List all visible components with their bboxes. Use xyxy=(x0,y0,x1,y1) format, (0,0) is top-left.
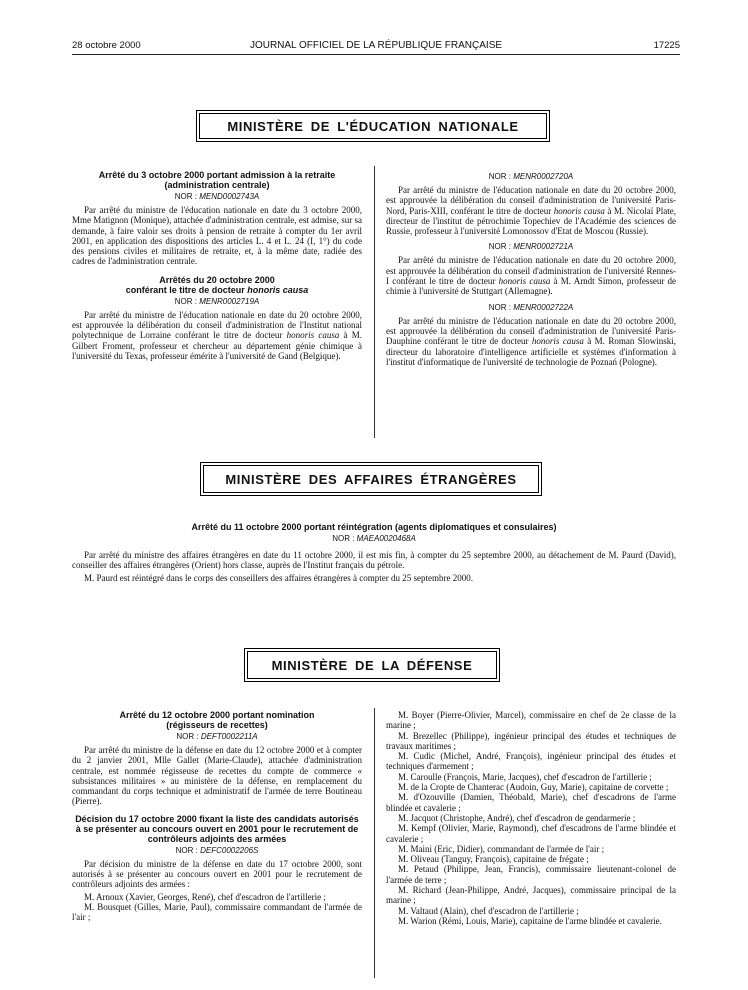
list-item: M. Richard (Jean-Philippe, André, Jacques), commissaire principal de la marine ; xyxy=(386,885,676,906)
nor-reference: NOR : MENR0002722A xyxy=(488,302,574,312)
list-item: M. Maini (Eric, Didier), commandant de l'armée de l'air ; xyxy=(398,843,605,854)
nor-reference: NOR : MAEA0020468A xyxy=(332,534,416,543)
ministry-foreign-title: MINISTÈRE DES AFFAIRES ÉTRANGÈRES xyxy=(203,465,539,493)
nor-reference: NOR : DEFC0002206S xyxy=(175,845,259,855)
list-item: M. Boyer (Pierre-Olivier, Marcel), commissaire en chef de 2e classe de la marine ; xyxy=(386,710,676,731)
nor-reference: NOR : MENR0002719A xyxy=(174,296,260,306)
nor-reference: NOR : DEFT0002211A xyxy=(176,732,258,741)
nor-code: MENR0002721A xyxy=(513,242,574,252)
act-text: Par arrêté du ministre de l'éducation nationale en date du 3 octobre 2000, Mme Matignon (Monique), attachée d'administration centrale, est admise, sur sa demande, à faire valoir ses droits à pension de retraite à compter du 1er avril 2001, en application des dispositions des articles L. 4 et L. 24 (I, 1°) du code des pensions civiles et militaires de retraite, et, à la même date, radiée des cadres de l'administration centrale. xyxy=(72,205,362,267)
education-left-column xyxy=(72,170,362,363)
list-item: M. Valtaud (Alain), chef d'escadron de l'artillerie ; xyxy=(398,905,579,916)
issue-date: 28 octobre 2000 xyxy=(72,40,141,51)
nor-reference: NOR : MENR0002721A xyxy=(488,242,574,252)
act-text: Par arrêté du ministre de l'éducation nationale en date du 20 octobre 2000, est approuvée la délibération du conseil d'administration de l'université Rennes-I conférant le titre de docteur honoris causa à M. Arndt Simon, professeur de chimie à l'université de Stuttgart (Allemagne). xyxy=(386,255,677,297)
ministry-education-heading xyxy=(196,110,550,142)
defense-left-column xyxy=(72,710,362,923)
list-item: M. Cudic (Michel, André, François), ingénieur principal des études et techniques d'armement ; xyxy=(386,751,676,772)
act-title: Arrêté du 3 octobre 2000 portant admission à la retraite (administration centrale) xyxy=(98,170,336,190)
nor-reference: NOR : MEND0002743A xyxy=(174,192,260,201)
education-right-column xyxy=(386,170,676,369)
nor-reference: NOR : MENR0002720A xyxy=(488,172,574,181)
ministry-education-title: MINISTÈRE DE L'ÉDUCATION NATIONALE xyxy=(199,113,547,139)
act-text: Par arrêté du ministre de l'éducation nationale en date du 20 octobre 2000, est approuvée la délibération du conseil d'administration de l'université Paris-Nord, Paris-XIII, conférant le titre de docteur honoris causa à M. Nicolaï Plate, directeur de l'institut de pétrochimie Topechiev de l'Académie des sciences de Russie, professeur à l'université Lomonossov d'Etat de Moscou (Russie). xyxy=(386,185,676,237)
list-item: M. Oliveau (Tanguy, François), capitaine de frégate ; xyxy=(398,854,589,865)
list-item: M. de la Cropte de Chanterac (Audoin, Guy, Marie), capitaine de corvette ; xyxy=(398,782,669,793)
column-divider xyxy=(374,166,375,438)
act-text: M. Paurd est réintégré dans le corps des conseillers des affaires étrangères à compter du 25 septembre 2000. xyxy=(84,572,473,583)
list-item: M. Arnoux (Xavier, Georges, René), chef d'escadron de l'artillerie ; xyxy=(84,891,326,902)
act-title: Arrêté du 11 octobre 2000 portant réintégration (agents diplomatiques et consulaires) xyxy=(191,522,557,532)
list-item: M. Kempf (Olivier, Marie, Raymond), chef d'escadrons de l'arme blindée et cavalerie ; xyxy=(386,823,676,844)
list-item: M. d'Ozouville (Damien, Théobald, Marie), chef d'escadrons de l'arme blindée et cavalerie ; xyxy=(386,792,676,813)
defense-right-column xyxy=(386,710,676,926)
act-text: Par arrêté du ministre des affaires étrangères en date du 11 octobre 2000, il est mis fin, à compter du 25 septembre 2000, au détachement de M. Paurd (David), conseiller des affaires étrangères (Orient) hors classe, auprès de l'Institut français du pétrole. xyxy=(72,550,676,571)
page-header xyxy=(72,40,680,55)
nor-code: DEFC0002206S xyxy=(200,845,259,855)
column-divider xyxy=(374,708,375,978)
nor-code: MENR0002722A xyxy=(513,302,574,312)
act-title: Décision du 17 octobre 2000 fixant la liste des candidats autorisés à se présenter au concours ouvert en 2001 pour le recrutement de contrôleurs adjoints des armées xyxy=(75,813,359,844)
page-number: 17225 xyxy=(653,40,680,51)
ministry-foreign-heading xyxy=(200,462,542,496)
foreign-affairs-section xyxy=(72,522,676,585)
list-item: M. Petaud (Philippe, Jean, Francis), commissaire lieutenant-colonel de l'armée de terre ; xyxy=(386,864,676,885)
act-title: Arrêté du 12 octobre 2000 portant nomination (régisseurs de recettes) xyxy=(119,710,315,730)
act-title: Arrêtés du 20 octobre 2000 conférant le titre de docteur honoris causa xyxy=(125,274,309,295)
act-text: Par arrêté du ministre de la défense en date du 12 octobre 2000 et à compter du 2 janvier 2001, Mlle Gallet (Marie-Claude), attachée d'administration centrale, est nommée régisseuse de recettes du compte de commerce « subsistances militaires » au ministère de la défense, en remplacement du commandant du corps technique et administratif de l'armée de terre Boutineau (Pierre). xyxy=(72,745,362,807)
nor-code: MENR0002719A xyxy=(199,296,260,306)
ministry-defense-title: MINISTÈRE DE LA DÉFENSE xyxy=(247,651,497,679)
list-item: M. Warion (Rémi, Louis, Marie), capitaine de l'arme blindée et cavalerie. xyxy=(398,915,662,926)
list-item: M. Caroulle (François, Marie, Jacques), chef d'escadron de l'artillerie ; xyxy=(398,771,652,782)
journal-title: JOURNAL OFFICIEL DE LA RÉPUBLIQUE FRANÇAISE xyxy=(249,40,503,51)
act-text: Par arrêté du ministre de l'éducation nationale en date du 20 octobre 2000, est approuvée la délibération du conseil d'administration de l'université Paris-Dauphine conférant le titre de docteur honoris causa à M. Roman Slowinski, directeur du laboratoire d'intelligence artificielle et systèmes d'information à l'institut d'informatique de l'université de technologie de Poznań (Pologne). xyxy=(386,315,677,367)
list-item: M. Bousquet (Gilles, Marie, Paul), commissaire commandant de l'armée de l'air ; xyxy=(72,901,362,923)
ministry-defense-heading xyxy=(244,648,500,682)
act-text: Par décision du ministre de la défense en date du 17 octobre 2000, sont autorisés à se présenter au concours ouvert en 2001 pour le recrutement de contrôleurs adjoints des armées : xyxy=(72,858,362,890)
nor-code: MEND0002743A xyxy=(199,192,260,201)
list-item: M. Jacquot (Christophe, André), chef d'escadron de gendarmerie ; xyxy=(398,812,636,823)
nor-code: MENR0002720A xyxy=(513,172,574,181)
act-text: Par arrêté du ministre de l'éducation nationale en date du 20 octobre 2000, est approuvée la délibération du conseil d'administration de l'Institut national polytechnique de Lorraine conférant le titre de docteur honoris causa à M. Gilbert Froment, professeur et chercheur au département génie chimique à l'université du Texas, professeur émérite à l'université de Gand (Belgique). xyxy=(72,309,363,361)
nor-code: MAEA0020468A xyxy=(356,534,416,543)
list-item: M. Brezellec (Philippe), ingénieur principal des études et techniques de travaux maritimes ; xyxy=(386,730,676,751)
nor-code: DEFT0002211A xyxy=(200,732,258,741)
